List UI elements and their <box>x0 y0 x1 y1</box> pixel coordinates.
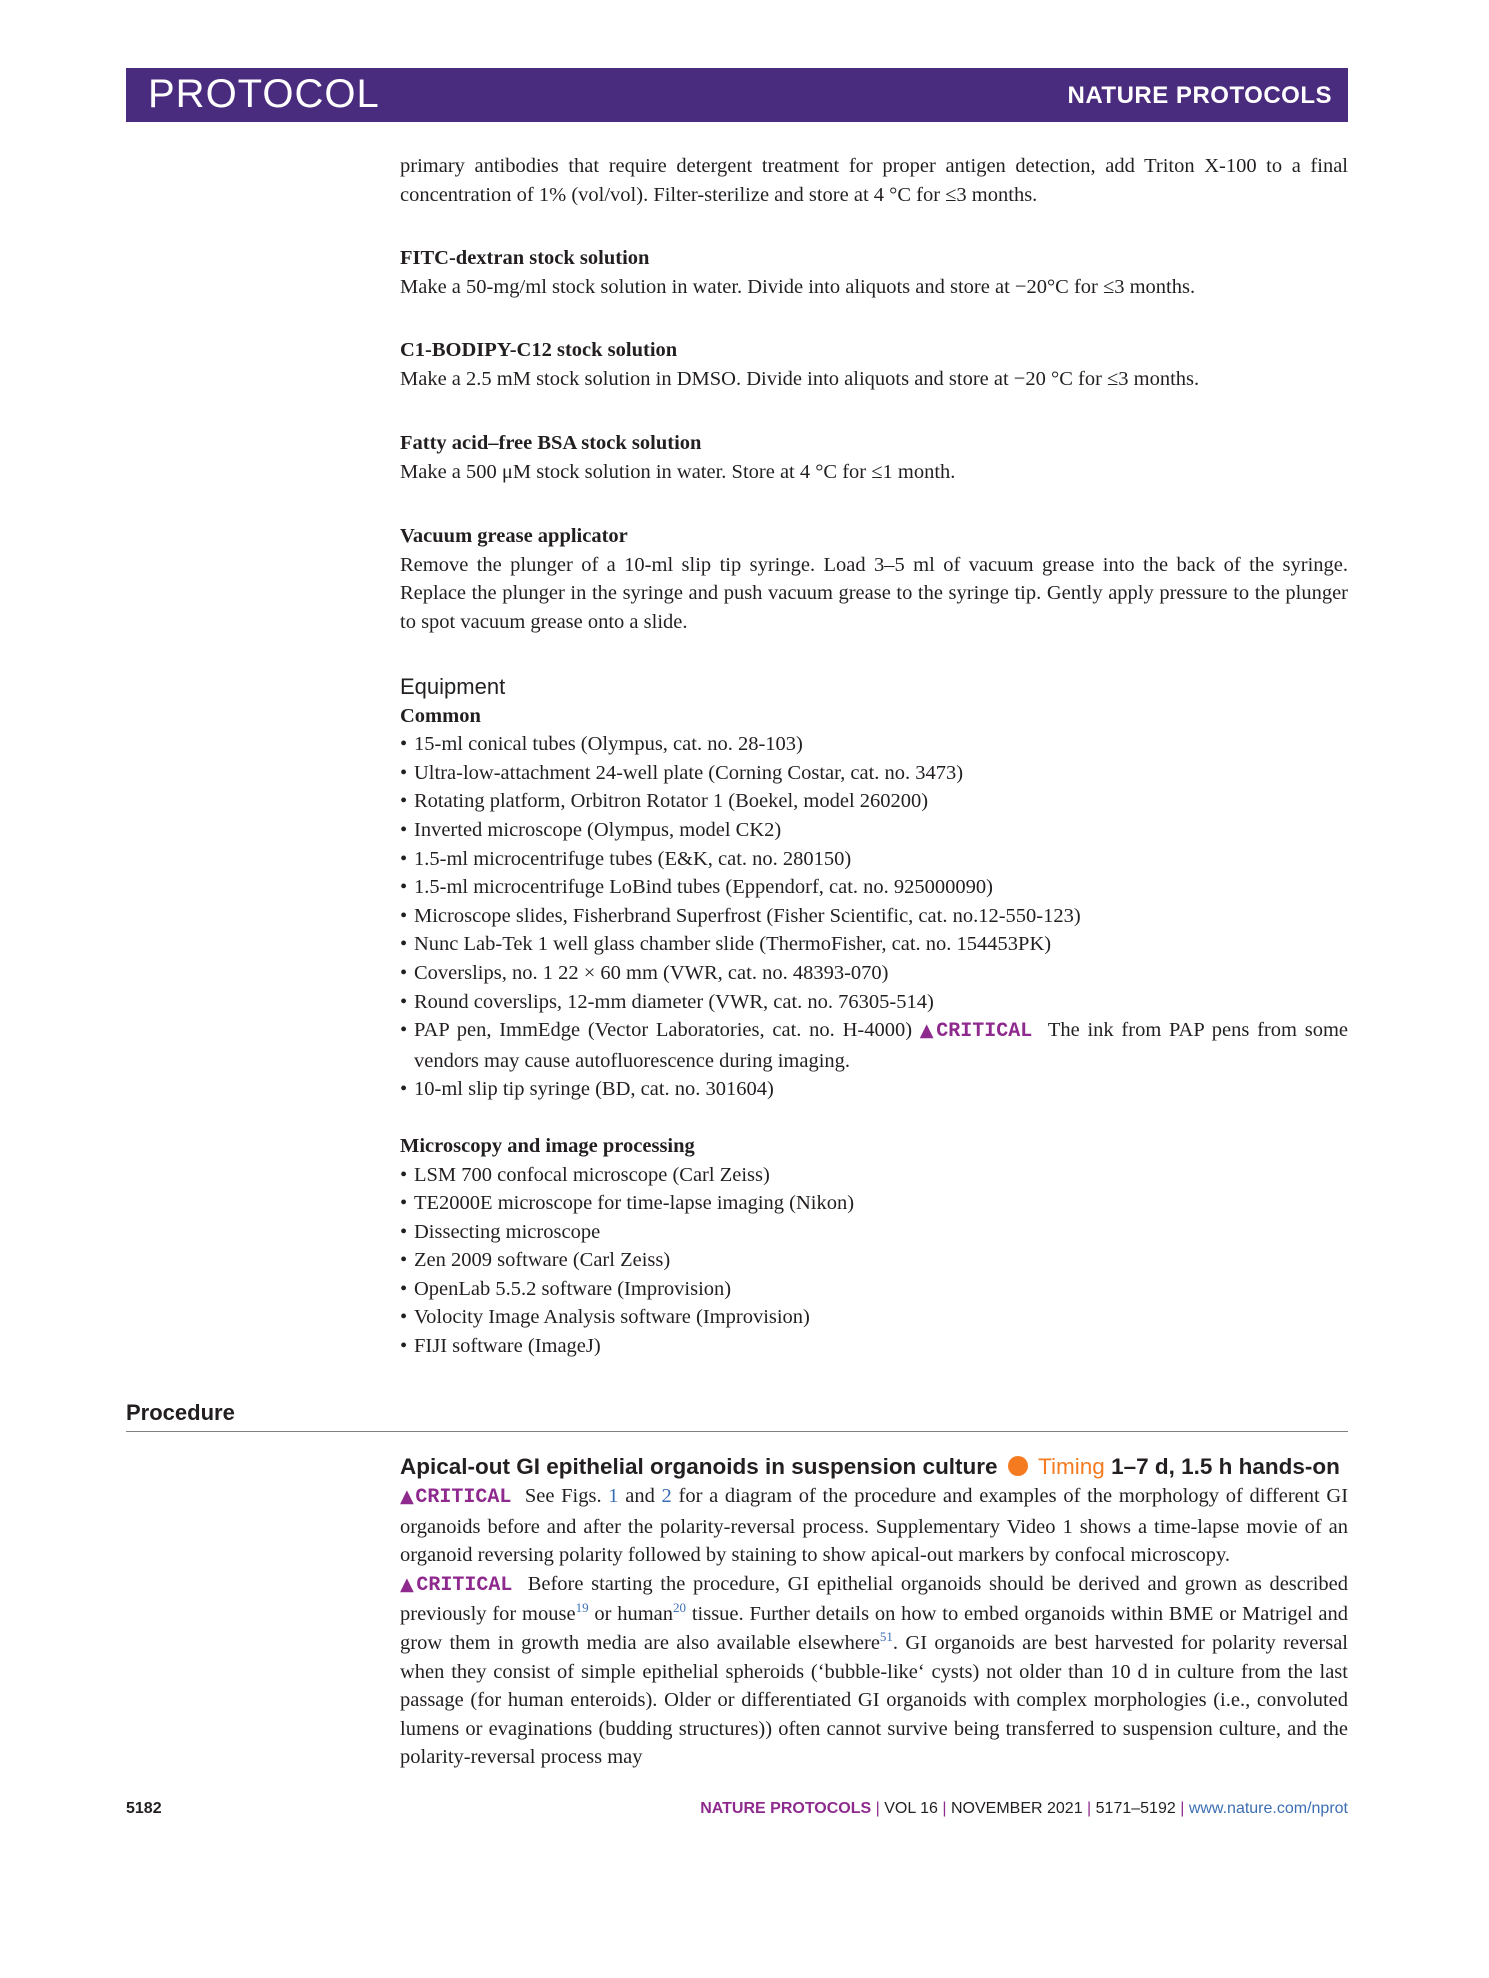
page-header <box>126 68 1348 122</box>
list-item: • FIJI software (ImageJ) <box>400 1335 601 1358</box>
figure-link-2[interactable]: 2 <box>661 1485 672 1507</box>
list-item: • Zen 2009 software (Carl Zeiss) <box>400 1249 671 1272</box>
list-item: • Coverslips, no. 1 22 × 60 mm (VWR, cat. no. 48393-070) <box>400 961 889 984</box>
critical-triangle-icon: ▲ <box>919 1020 937 1042</box>
footer-citation: NATURE PROTOCOLS | VOL 16 | NOVEMBER 2021 | 5171–5192 | www.nature.com/nprot <box>700 1800 1348 1817</box>
microscopy-subtitle: Microscopy and image processing <box>400 1134 695 1157</box>
intro-text: primary antibodies that require detergent treatment for proper antigen detection, add Triton X-100 to a final concentration of 1% (vol/vol). Filter-sterilize and store at 4 °C for ≤3 months. <box>400 155 1348 206</box>
reference-link-20[interactable]: 20 <box>673 1600 687 1616</box>
critical-note-2: ▲CRITICAL Before starting the procedure, GI epithelial organoids should be derived and grown as described previously for mouse$^{19}$ or human$^{20}$ tissue. Further details on how to embed organoids within BME or Matrigel and grow them in growth media are also available elsewhere$^{51}$. GI organoids are best harvested for polarity reversal when they consist of simple epithelial spheroids (‘bubble-like‘ cysts) not older than 10 d in culture from the last passage (for human enteroids). Older or differentiated GI organoids with complex morphologies (i.e., convoluted lumens or evaginations (budding structures)) often cannot survive being transferred to suspension culture, and the polarity-reversal process may <box>400 1572 1349 1769</box>
list-item: • TE2000E microscope for time-lapse imaging (Nikon) <box>400 1192 855 1215</box>
list-item: • 15-ml conical tubes (Olympus, cat. no. 28-103) <box>400 733 803 756</box>
list-item: • 1.5-ml microcentrifuge tubes (E&K, cat. no. 280150) <box>400 847 852 870</box>
critical-label: CRITICAL <box>416 1573 513 1597</box>
list-item: • LSM 700 confocal microscope (Carl Zeiss) <box>400 1163 770 1186</box>
fitc-text: Make a 50-mg/ml stock solution in water. Divide into aliquots and store at −20°C for ≤3 months. <box>400 275 1196 298</box>
fitc-title: FITC-dextran stock solution <box>400 247 650 269</box>
critical-label: CRITICAL <box>936 1020 1033 1044</box>
list-item: • 1.5-ml microcentrifuge LoBind tubes (Eppendorf, cat. no. 925000090) <box>400 876 993 899</box>
step-title: Apical-out GI epithelial organoids in suspension culture Timing 1–7 d, 1.5 h hands-on <box>400 1454 1340 1479</box>
list-item: • Nunc Lab-Tek 1 well glass chamber slide (ThermoFisher, cat. no. 154453PK) <box>400 933 1052 956</box>
list-item: • Volocity Image Analysis software (Improvision) <box>400 1306 810 1329</box>
list-item: • Microscope slides, Fisherbrand Superfrost (Fisher Scientific, cat. no.12-550-123) <box>400 904 1081 927</box>
list-item: • OpenLab 5.5.2 software (Improvision) <box>400 1277 732 1300</box>
list-item: • Dissecting microscope <box>400 1220 601 1243</box>
header-section-label: PROTOCOL <box>148 72 380 116</box>
bsa-section <box>400 429 1348 486</box>
timing-dot-icon <box>1008 1456 1028 1476</box>
list-item: • Rotating platform, Orbitron Rotator 1 (Boekel, model 260200) <box>400 790 929 813</box>
critical-note-1: ▲CRITICAL See Figs. 1 and 2 for a diagram of the procedure and examples of the morphology of different GI organoids before and after the polarity-reversal process. Supplementary Video 1 shows a time-lapse movie of an organoid reversing polarity followed by staining to show apical-out markers by confocal microscopy. <box>400 1485 1349 1567</box>
common-subtitle: Common <box>400 704 481 727</box>
common-list <box>400 730 1348 1104</box>
fitc-section <box>400 244 1348 301</box>
equipment-section <box>400 673 1348 1361</box>
list-item: • Round coverslips, 12-mm diameter (VWR, cat. no. 76305-514) <box>400 990 934 1013</box>
header-journal-name: NATURE PROTOCOLS <box>1067 82 1332 109</box>
procedure-step <box>400 1452 1348 1772</box>
vacuum-title: Vacuum grease applicator <box>400 525 628 547</box>
critical-triangle-icon: ▲ <box>400 1573 417 1595</box>
list-item-pap-pen: • PAP pen, ImmEdge (Vector Laboratories, cat. no. H-4000) ▲CRITICAL The ink from PAP pens from some vendors may cause autofluorescence during imaging. <box>400 1019 1348 1072</box>
bodipy-text: Make a 2.5 mM stock solution in DMSO. Divide into aliquots and store at −20 °C for ≤3 months. <box>400 367 1200 390</box>
critical-label: CRITICAL <box>415 1486 512 1509</box>
procedure-heading: Procedure <box>126 1400 235 1425</box>
list-item: • Ultra-low-attachment 24-well plate (Corning Costar, cat. no. 3473) <box>400 761 964 784</box>
list-item: • 10-ml slip tip syringe (BD, cat. no. 301604) <box>400 1078 774 1101</box>
vacuum-section <box>400 522 1348 636</box>
reference-link-19[interactable]: 19 <box>575 1600 589 1616</box>
bsa-text: Make a 500 μM stock solution in water. Store at 4 °C for ≤1 month. <box>400 460 956 483</box>
bodipy-title: C1-BODIPY-C12 stock solution <box>400 339 678 361</box>
timing-label: Timing <box>1038 1454 1105 1479</box>
intro-paragraph <box>400 152 1348 209</box>
list-item: • Inverted microscope (Olympus, model CK2) <box>400 818 782 841</box>
figure-link-1[interactable]: 1 <box>608 1485 619 1507</box>
equipment-title: Equipment <box>400 674 506 699</box>
procedure-divider <box>126 1431 1348 1432</box>
timing-value: 1–7 d, 1.5 h hands-on <box>1111 1454 1340 1479</box>
bodipy-section <box>400 336 1348 393</box>
bsa-title: Fatty acid–free BSA stock solution <box>400 432 702 454</box>
microscopy-list <box>400 1161 1348 1361</box>
journal-url-link[interactable]: www.nature.com/nprot <box>1188 1800 1348 1817</box>
critical-triangle-icon: ▲ <box>400 1486 416 1507</box>
page-number: 5182 <box>126 1800 162 1817</box>
reference-link-51[interactable]: 51 <box>879 1629 893 1645</box>
vacuum-text: Remove the plunger of a 10-ml slip tip syringe. Load 3–5 ml of vacuum grease into the back of the syringe. Replace the plunger in the syringe and push vacuum grease to the syringe tip. Gently apply pressure to the plunger to spot vacuum grease onto a slide. <box>400 553 1348 633</box>
